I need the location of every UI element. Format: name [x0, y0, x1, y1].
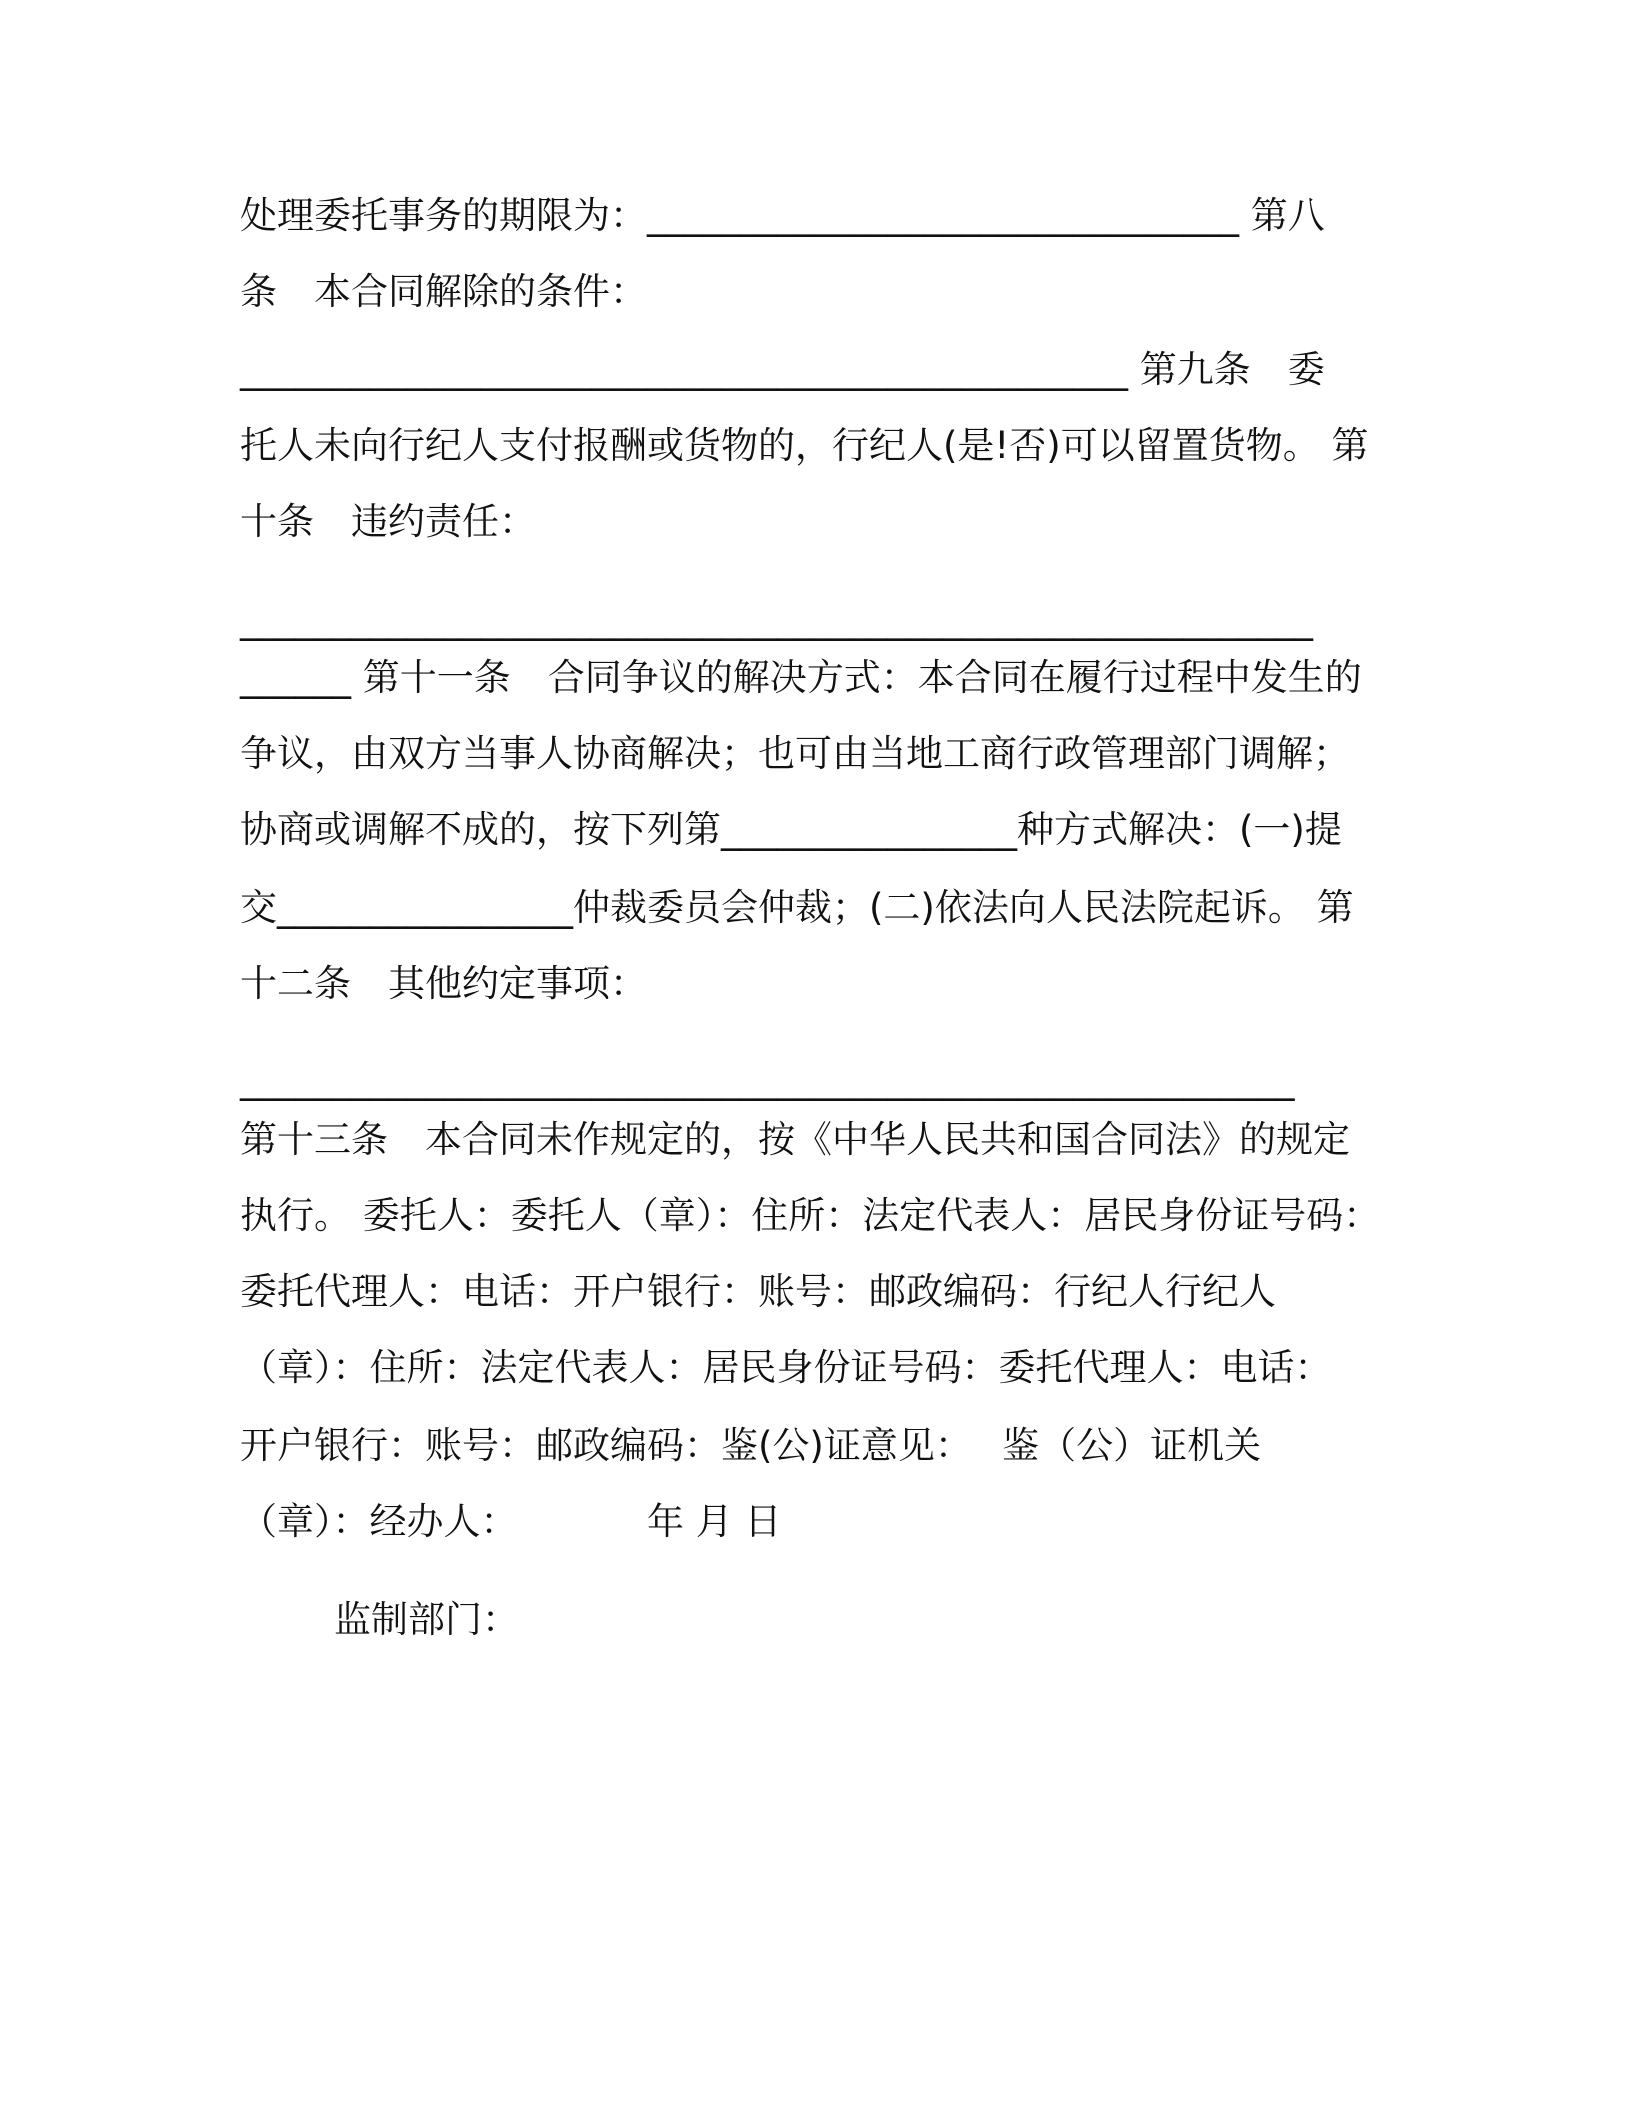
text-line: 监制部门：: [334, 1598, 519, 1641]
text-line: （章）：住所：法定代表人：居民身份证号码：委托代理人：电话：: [240, 1346, 1332, 1389]
text-line: ______ 第十一条 合同争议的解决方式：本合同在履行过程中发生的: [240, 656, 1362, 699]
text-line: 协商或调解不成的，按下列第________________种方式解决：(一)提: [240, 808, 1342, 851]
text-line: 托人未向行纪人支付报酬或货物的，行纪人(是!否)可以留置货物。 第: [240, 424, 1369, 467]
text-line: 处理委托事务的期限为：________________________________ 第八: [240, 194, 1325, 237]
text-line: 条 本合同解除的条件：: [240, 270, 647, 313]
text-line: __________________________________________________________: [240, 598, 1313, 641]
text-line: _________________________________________________________: [240, 1058, 1295, 1101]
text-line: 交________________仲裁委员会仲裁；(二)依法向人民法院起诉。 第: [240, 886, 1354, 929]
text-line: ________________________________________________ 第九条 委: [240, 348, 1325, 391]
text-line: 十条 违约责任：: [240, 500, 536, 543]
text-line: 委托代理人：电话：开户银行：账号：邮政编码：行纪人行纪人: [240, 1270, 1276, 1313]
text-line: （章）：经办人： 年 月 日: [240, 1500, 782, 1543]
text-line: 执行。 委托人：委托人（章）：住所：法定代表人：居民身份证号码：: [240, 1194, 1381, 1237]
text-line: 十二条 其他约定事项：: [240, 962, 647, 1005]
text-line: 争议，由双方当事人协商解决；也可由当地工商行政管理部门调解；: [240, 732, 1350, 775]
text-line: 第十三条 本合同未作规定的，按《中华人民共和国合同法》的规定: [240, 1118, 1350, 1161]
text-line: 开户银行：账号：邮政编码：鉴(公)证意见： 鉴（公）证机关: [240, 1424, 1262, 1467]
